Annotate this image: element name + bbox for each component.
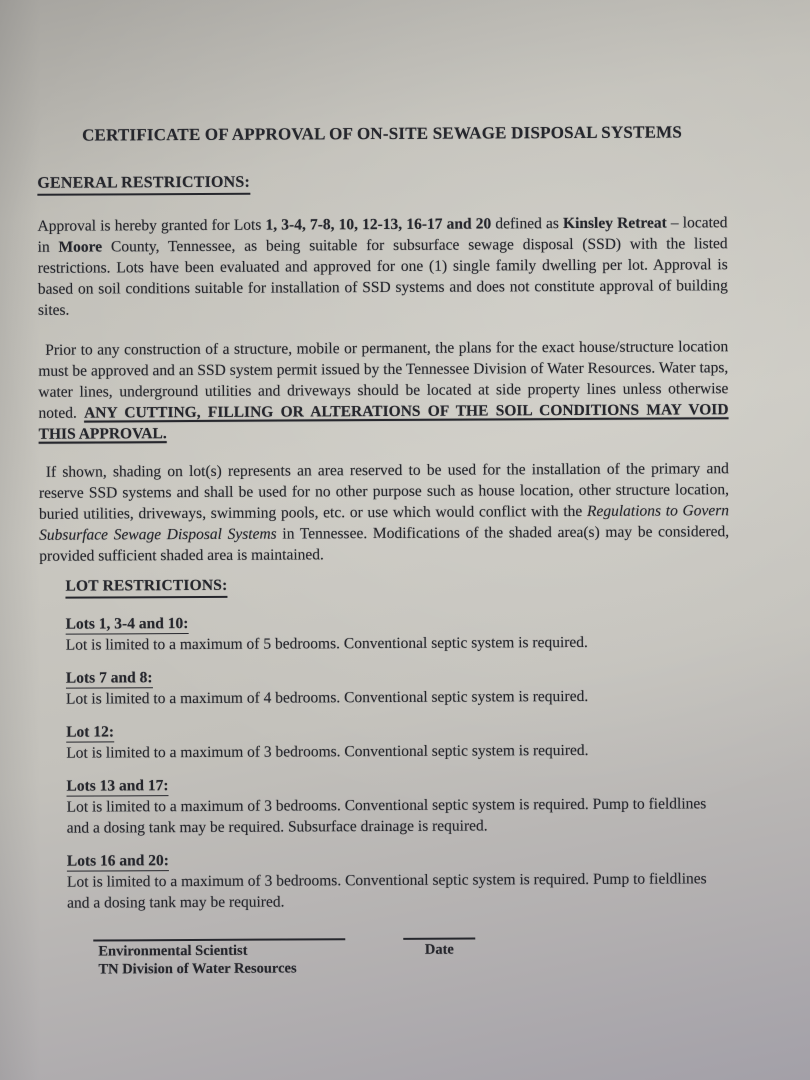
lot-section-body: Lot is limited to a maximum of 4 bedrooms. Conventional septic system is required. — [65, 687, 589, 708]
lot-section-1-3-4-10 — [66, 611, 730, 655]
lot-section-heading: Lots 1, 3-4 and 10: — [65, 615, 189, 633]
lot-section-heading: Lots 13 and 17: — [66, 777, 169, 795]
division-label: TN Division of Water Resources — [98, 959, 297, 977]
lot-section-12 — [66, 719, 730, 763]
lot-section-heading: Lot 12: — [66, 723, 115, 741]
lot-section-body: Lot is limited to a maximum of 3 bedrooms. Conventional septic system is required. Pump to fieldlines and a dosing tank may be required. Subsurface drainage is required. — [66, 795, 707, 837]
lot-section-heading: Lots 7 and 8: — [65, 669, 153, 687]
date-signature-line — [403, 938, 475, 960]
scientist-title-label: Environmental Scientist — [98, 942, 248, 960]
lot-restrictions-heading: LOT RESTRICTIONS: — [65, 577, 227, 599]
general-restrictions-heading: GENERAL RESTRICTIONS: — [37, 174, 250, 196]
scientist-signature-line — [93, 938, 345, 978]
paragraph-shading-reserve: If shown, shading on lot(s) represents an area reserved to be used for the installation of the primary and reserve SSD systems and shall be used for no other purpose such as house location, other structure location, buried utilities, driveways, swimming pools, etc. or use which would conflict with the Regulations to Govern Subsurface Sewage Disposal Systems in Tennessee. Modifications of the shaded area(s) may be considered, provided sufficient shaded area is maintained. — [38, 460, 730, 565]
signature-block — [93, 936, 731, 978]
document-title: CERTIFICATE OF APPROVAL OF ON-SITE SEWAGE DISPOSAL SYSTEMS — [81, 122, 683, 145]
lot-section-body: Lot is limited to a maximum of 3 bedrooms. Conventional septic system is required. Pump to fieldlines and a dosing tank may be required. — [66, 870, 707, 912]
date-label: Date — [424, 941, 454, 958]
lot-section-7-8 — [66, 665, 730, 709]
lot-section-heading: Lots 16 and 20: — [66, 852, 169, 870]
lot-section-16-20 — [67, 848, 731, 913]
lot-section-13-17 — [66, 773, 730, 838]
lot-section-body: Lot is limited to a maximum of 3 bedrooms. Conventional septic system is required. — [66, 741, 589, 762]
paragraph-approval-grant: Approval is hereby granted for Lots 1, 3-4, 7-8, 10, 12-13, 16-17 and 20 defined as Kinsley Retreat – located in Moore County, Tennessee, as being suitable for subsurface sewage disposal (SSD) with the listed restrictions. Lots have been evaluated and approved for one (1) single family dwelling per lot. Approval is based on soil conditions suitable for installation of SSD systems and does not constitute approval of building sites. — [37, 214, 728, 319]
certificate-page — [37, 122, 731, 979]
paragraph-construction-permit: Prior to any construction of a structure, mobile or permanent, the plans for the exact house/structure location must be approved and an SSD system permit issued by the Tennessee Division of Water Resources. Water taps, water lines, underground utilities and driveways should be located at side property lines unless otherwise noted. ANY CUTTING, FILLING OR ALTERATIONS OF THE SOIL CONDITIONS MAY VOID THIS APPROVAL. — [38, 338, 729, 443]
lot-restrictions-section — [65, 574, 731, 913]
lot-section-body: Lot is limited to a maximum of 5 bedrooms. Conventional septic system is required. — [65, 633, 588, 654]
